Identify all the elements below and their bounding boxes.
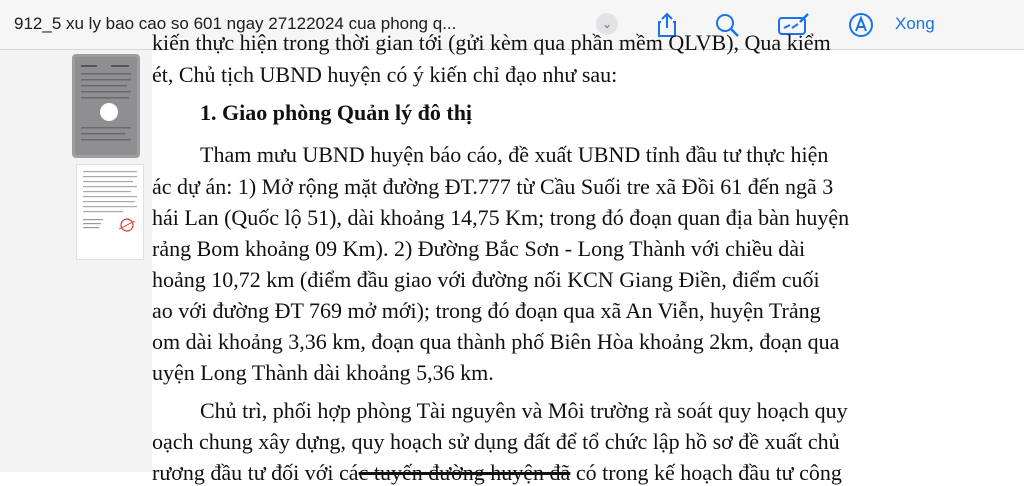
document-line: hoảng 10,72 km (điểm đầu giao với đường nối KCN Giang Điền, điểm cuối — [152, 267, 820, 292]
document-line: om dài khoảng 3,36 km, đoạn qua thành phố Biên Hòa khoảng 2km, đoạn qua — [152, 329, 840, 354]
document-line: oạch chung xây dựng, quy hoạch sử dụng đất để tổ chức lập hồ sơ đề xuất chủ — [152, 429, 840, 454]
section-heading: 1. Giao phòng Quản lý đô thị — [200, 100, 473, 125]
page-thumbnail-1[interactable] — [72, 54, 140, 158]
document-page — [152, 30, 1024, 485]
document-line: kiến thực hiện trong thời gian tới (gửi kèm qua phần mềm QLVB), Qua kiểm — [152, 30, 831, 55]
document-line: ét, Chủ tịch UBND huyện có ý kiến chỉ đạo như sau: — [152, 62, 618, 87]
document-line: ác dự án: 1) Mở rộng mặt đường ĐT.777 từ Cầu Suối tre xã Đồi 61 đến ngã 3 — [152, 174, 834, 199]
thumbnail-sidebar — [0, 50, 152, 472]
document-line: Chủ trì, phối hợp phòng Tài nguyên và Môi trường rà soát quy hoạch quy — [200, 398, 848, 423]
page-thumbnail-2[interactable] — [76, 164, 144, 260]
text-run: có trong kế hoạch đầu tư công — [570, 460, 842, 485]
text-run: rương đầu tư đối với cá — [152, 460, 359, 485]
document-line: Tham mưu UBND huyện báo cáo, đề xuất UBND tỉnh đầu tư thực hiện — [200, 142, 829, 167]
document-line: uyện Long Thành dài khoảng 5,36 km. — [152, 360, 494, 385]
done-button[interactable]: Xong — [895, 14, 935, 33]
document-line — [152, 460, 842, 486]
document-line: hái Lan (Quốc lộ 51), dài khoảng 14,75 Km; trong đó đoạn quan địa bàn huyện — [152, 205, 850, 230]
document-line: rảng Bom khoảng 09 Km). 2) Đường Bắc Sơn - Long Thành với chiều dài — [152, 236, 806, 261]
navigate-icon[interactable] — [846, 10, 876, 40]
struck-text: c tuyến đường huyện đã — [358, 460, 571, 485]
chevron-down-icon[interactable]: ⌄ — [596, 13, 618, 35]
document-line: ao với đường ĐT 769 mở mới); trong đó đoạn qua xã An Viễn, huyện Trảng — [152, 298, 821, 323]
document-title[interactable]: 912_5 xu ly bao cao so 601 ngay 27122024 cua phong q... — [14, 14, 457, 33]
